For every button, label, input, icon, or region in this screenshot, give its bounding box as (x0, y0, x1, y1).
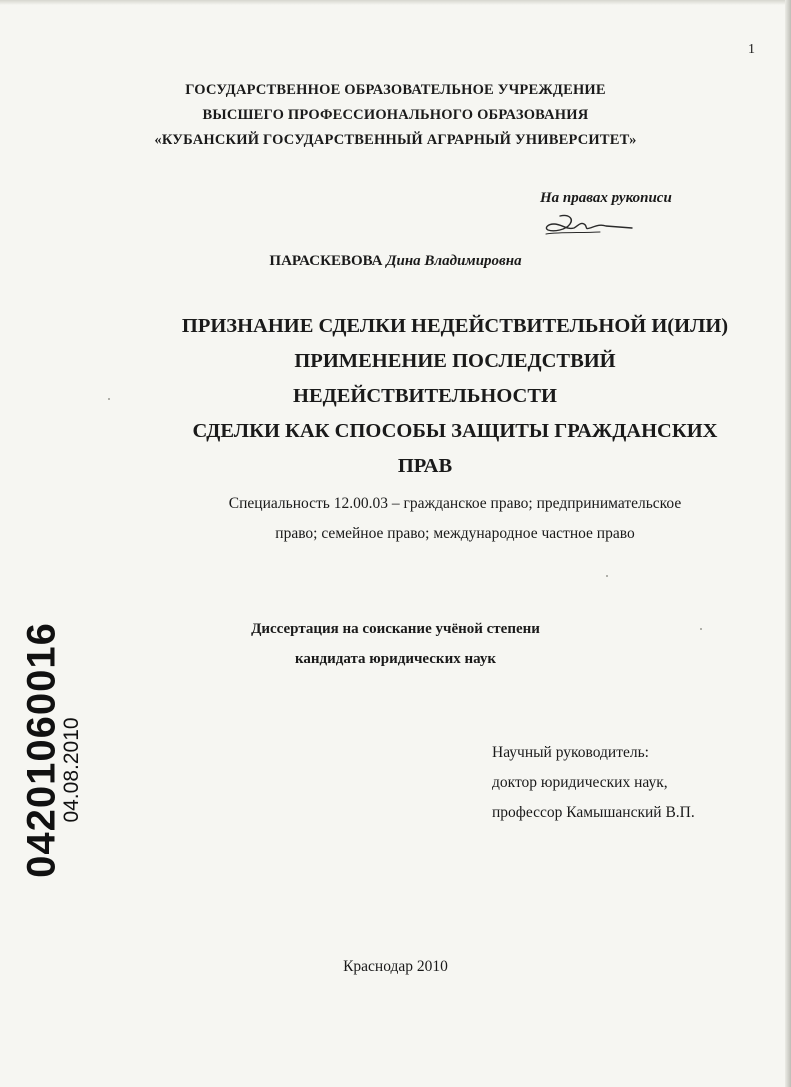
page-top-edge (0, 0, 791, 5)
page-number: 1 (748, 42, 755, 57)
institution-header (0, 78, 791, 153)
specialty-statement (140, 489, 770, 549)
institution-line-3: «КУБАНСКИЙ ГОСУДАРСТВЕННЫЙ АГРАРНЫЙ УНИВЕРСИТЕТ» (154, 132, 637, 148)
handwritten-signature (540, 210, 640, 240)
archive-stamp-number: 04201060016 (19, 622, 64, 878)
institution-line-1: ГОСУДАРСТВЕННОЕ ОБРАЗОВАТЕЛЬНОЕ УЧРЕЖДЕНИЕ (185, 82, 606, 98)
city-year: Краснодар 2010 (343, 958, 448, 975)
manuscript-rights-note: На правах рукописи (540, 190, 672, 206)
page-right-edge (785, 0, 791, 1087)
title-line-2: ПРИМЕНЕНИЕ ПОСЛЕДСТВИЙ (294, 350, 616, 372)
supervisor-line-1: Научный руководитель: (492, 744, 649, 761)
archive-stamp-date: 04.08.2010 (60, 717, 83, 823)
title-line-4: СДЕЛКИ КАК СПОСОБЫ ЗАЩИТЫ ГРАЖДАНСКИХ (192, 420, 718, 442)
scan-speck (606, 575, 608, 577)
degree-line-1: Диссертация на соискание учёной степени (251, 621, 540, 637)
supervisor-line-2: доктор юридических наук, (492, 774, 668, 791)
supervisor-block (492, 738, 695, 828)
specialty-line-1: Специальность 12.00.03 – гражданское право; предпринимательское (228, 495, 682, 512)
title-line-5: ПРАВ (397, 455, 453, 477)
degree-statement (0, 614, 791, 674)
degree-line-2: кандидата юридических наук (295, 651, 496, 667)
specialty-line-2: право; семейное право; международное частное право (275, 525, 635, 542)
institution-line-2: ВЫСШЕГО ПРОФЕССИОНАЛЬНОГО ОБРАЗОВАНИЯ (202, 107, 589, 123)
scan-speck (108, 398, 110, 400)
dissertation-title (130, 309, 780, 484)
author-name (0, 253, 791, 270)
author-surname: ПАРАСКЕВОВА (269, 253, 383, 269)
scan-speck (700, 628, 702, 630)
supervisor-line-3: профессор Камышанский В.П. (492, 804, 695, 821)
title-line-3: НЕДЕЙСТВИТЕЛЬНОСТИ (293, 385, 557, 407)
author-given-names: Дина Владимировна (386, 253, 522, 269)
title-line-1: ПРИЗНАНИЕ СДЕЛКИ НЕДЕЙСТВИТЕЛЬНОЙ И(ИЛИ) (181, 315, 729, 337)
